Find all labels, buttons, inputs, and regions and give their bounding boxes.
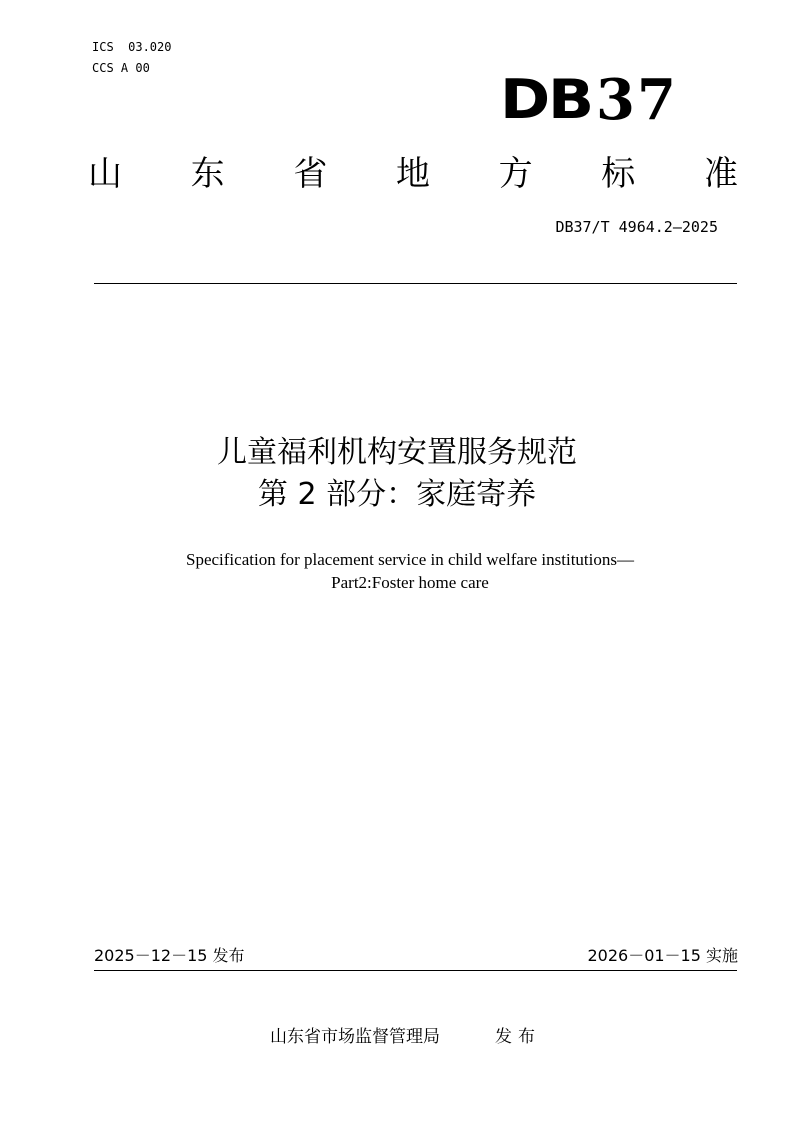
issue-date: 2025－12－15 发布 xyxy=(94,946,245,965)
publisher-name: 山东省市场监督管理局 xyxy=(270,1027,440,1047)
english-title xyxy=(0,548,794,594)
db37-logo xyxy=(500,67,680,133)
standard-type-char: 山 xyxy=(88,154,122,194)
standard-code: DB37/T 4964.2—2025 xyxy=(555,218,718,236)
ccs-code: CCS A 00 xyxy=(92,61,150,75)
implementation-date: 2026－01－15 实施 xyxy=(587,946,738,965)
standard-type-char: 准 xyxy=(703,154,738,194)
standard-type-heading xyxy=(88,152,738,196)
top-divider xyxy=(94,283,737,284)
chinese-title xyxy=(0,432,794,516)
standard-type-char: 标 xyxy=(601,154,636,194)
standard-type-char: 地 xyxy=(395,154,430,194)
chinese-title-line2: 第 2 部分：家庭寄养 xyxy=(257,477,537,512)
standard-type-char: 省 xyxy=(293,154,328,194)
standard-type-char: 方 xyxy=(498,154,533,194)
logo-db-text: DB xyxy=(500,68,592,131)
ics-code: ICS 03.020 xyxy=(92,40,172,54)
publish-label: 发布 xyxy=(495,1027,541,1047)
english-title-line1: Specification for placement service in child welfare institutions— xyxy=(186,550,634,569)
bottom-divider xyxy=(94,970,737,971)
standard-type-char: 东 xyxy=(190,154,225,194)
english-title-line2: Part2:Foster home care xyxy=(331,573,489,592)
logo-number-text: 37 xyxy=(596,67,678,133)
chinese-title-line1: 儿童福利机构安置服务规范 xyxy=(217,435,577,470)
